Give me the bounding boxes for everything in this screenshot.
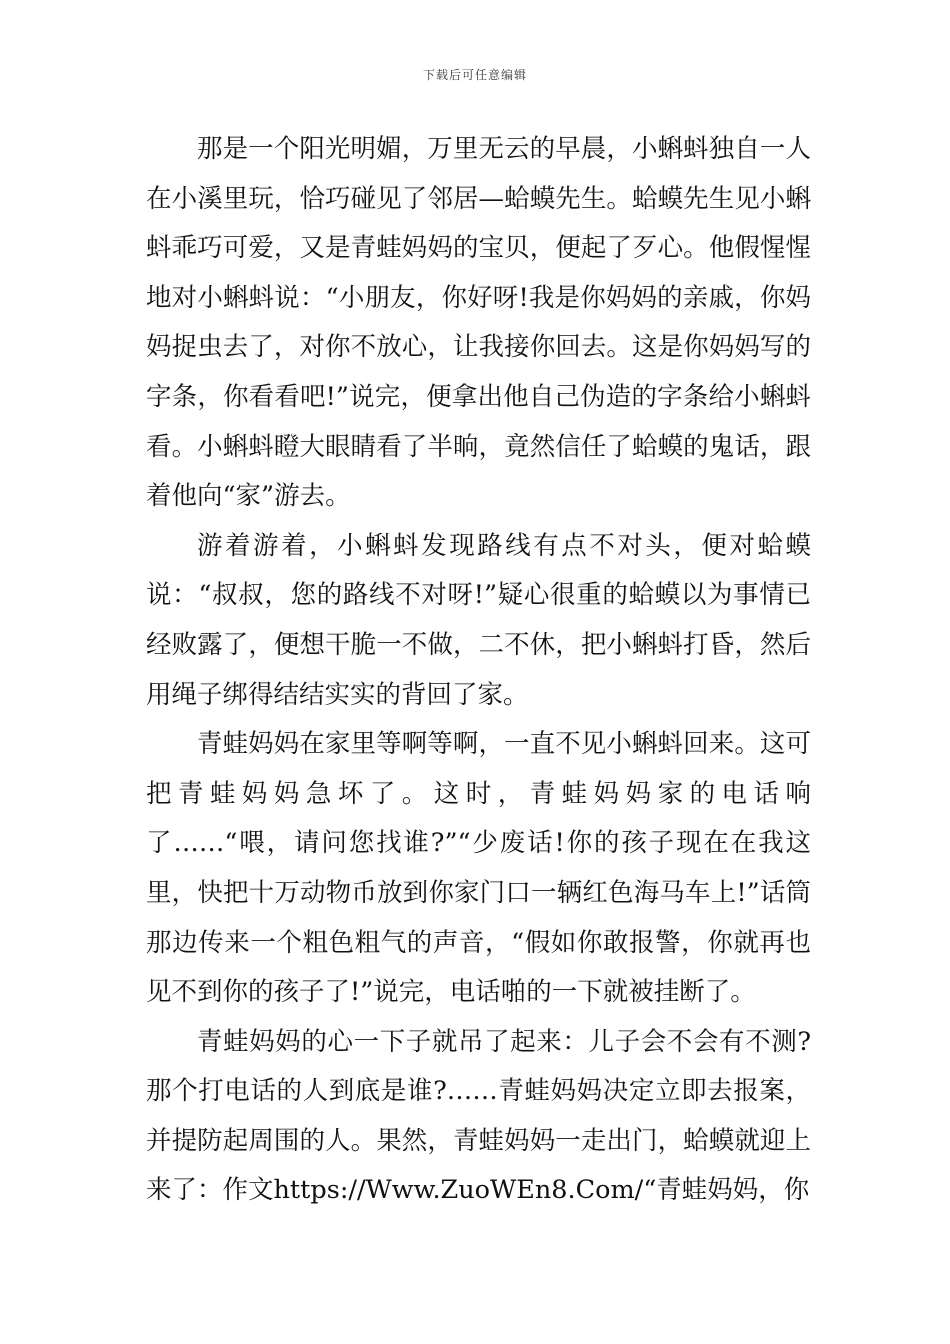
page-header: 下载后可任意编辑 [422,68,527,82]
paragraph: 游着游着，小蝌蚪发现路线有点不对头，便对蛤蟆说：“叔叔，您的路线不对呀!”疑心很重的蛤蟆以为事情已经败露了，便想干脆一不做，二不休，把小蝌蚪打昏，然后用绳子绑得结结实实的背回了家。 [146,530,811,710]
document-body [146,125,811,1216]
paragraph: 那是一个阳光明媚，万里无云的早晨，小蝌蚪独自一人在小溪里玩，恰巧碰见了邻居—蛤蟆先生。蛤蟆先生见小蝌蚪乖巧可爱，又是青蛙妈妈的宝贝，便起了歹心。他假惺惺地对小蝌蚪说：“小朋友，你好呀!我是你妈妈的亲戚，你妈妈捉虫去了，对你不放心，让我接你回去。这是你妈妈写的字条，你看看吧!”说完，便拿出他自己伪造的字条给小蝌蚪看。小蝌蚪瞪大眼睛看了半晌，竟然信任了蛤蟆的鬼话，跟着他向“家”游去。 [146,134,811,512]
paragraph: 青蛙妈妈的心一下子就吊了起来：儿子会不会有不测?那个打电话的人到底是谁?……青蛙妈妈决定立即去报案，并提防起周围的人。果然，青蛙妈妈一走出门，蛤蟆就迎上来了：作文https://Www.ZuoWEn8.Com/“青蛙妈妈，你 [146,1026,811,1206]
paragraph: 青蛙妈妈在家里等啊等啊，一直不见小蝌蚪回来。这可把青蛙妈妈急坏了。这时，青蛙妈妈家的电话响了……“喂，请问您找谁?”“少废话!你的孩子现在在我这里，快把十万动物币放到你家门口一辆红色海马车上!”话筒那边传来一个粗色粗气的声音，“假如你敢报警，你就再也见不到你的孩子了!”说完，电话啪的一下就被挂断了。 [146,729,811,1008]
